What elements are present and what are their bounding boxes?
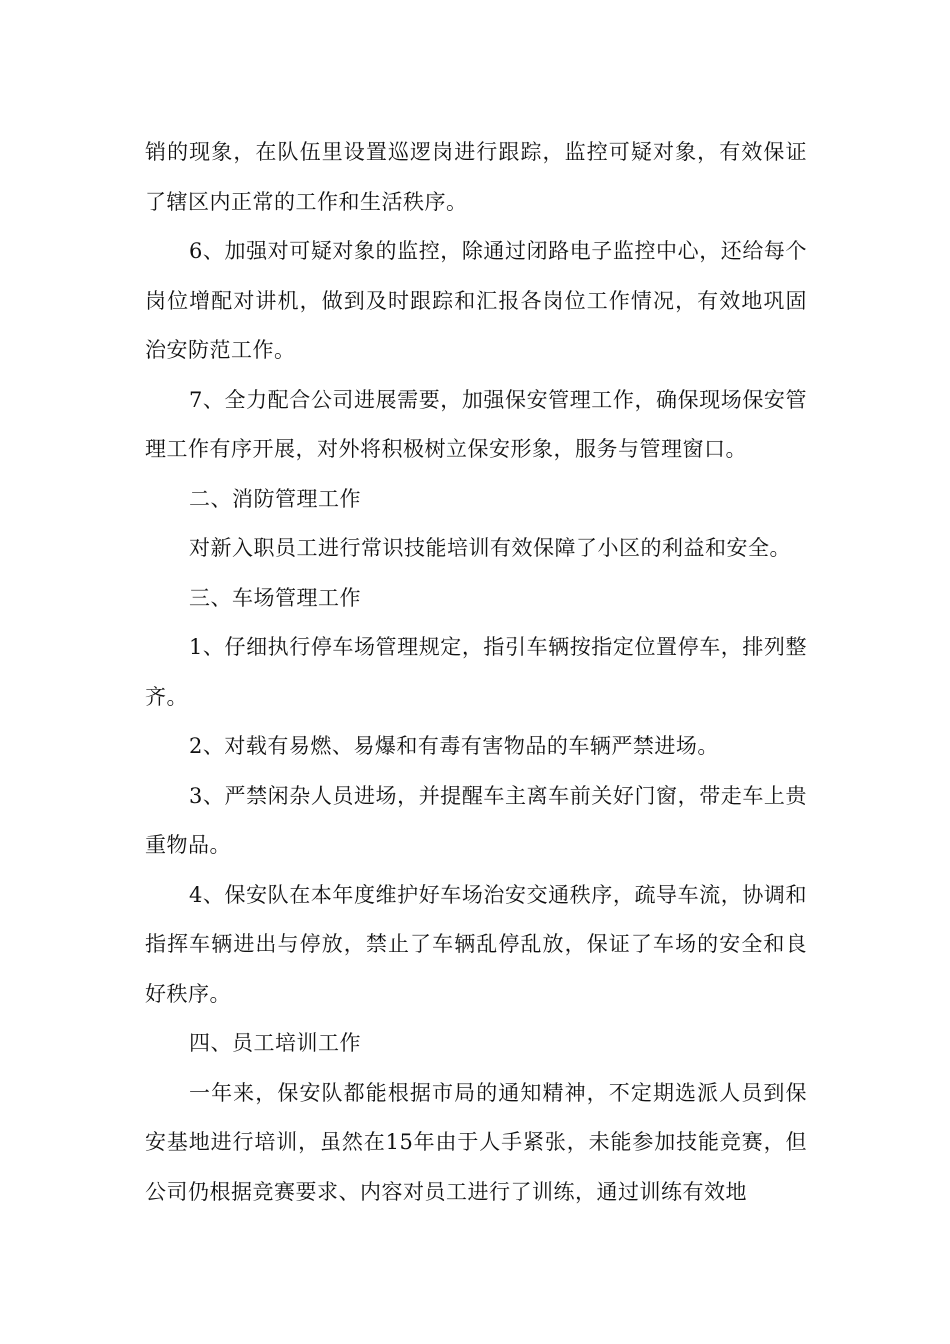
- section-heading-staff-training: 四、员工培训工作: [189, 1031, 361, 1055]
- paragraph-continuation: 销的现象，在队伍里设置巡逻岗进行跟踪，监控可疑对象，有效保证了辖区内正常的工作和生活秩序。: [145, 140, 807, 214]
- paragraph-staff-training: 一年来，保安队都能根据市局的通知精神，不定期选派人员到保安基地进行培训，虽然在15年由于人手紧张，未能参加技能竞赛，但公司仍根据竞赛要求、内容对员工进行了训练，通过训练有效地: [145, 1080, 807, 1204]
- paragraph-parking-1: 1、仔细执行停车场管理规定，指引车辆按指定位置停车，排列整齐。: [145, 635, 807, 709]
- paragraph-parking-2: 2、对载有易燃、易爆和有毒有害物品的车辆严禁进场。: [189, 734, 719, 758]
- paragraph-parking-3: 3、严禁闲杂人员进场，并提醒车主离车前关好门窗，带走车上贵重物品。: [145, 783, 807, 857]
- document-page: [145, 128, 807, 1217]
- paragraph-item-6: 6、加强对可疑对象的监控，除通过闭路电子监控中心，还给每个岗位增配对讲机，做到及时跟踪和汇报各岗位工作情况，有效地巩固治安防范工作。: [145, 239, 807, 362]
- paragraph-item-7: 7、全力配合公司进展需要，加强保安管理工作，确保现场保安管理工作有序开展，对外将积极树立保安形象，服务与管理窗口。: [145, 387, 807, 461]
- section-heading-fire-management: 二、消防管理工作: [189, 486, 361, 511]
- section-heading-parking-management: 三、车场管理工作: [189, 585, 361, 610]
- paragraph-fire-training: 对新入职员工进行常识技能培训有效保障了小区的利益和安全。: [189, 536, 791, 560]
- paragraph-parking-4: 4、保安队在本年度维护好车场治安交通秩序，疏导车流，协调和指挥车辆进出与停放，禁止了车辆乱停乱放，保证了车场的安全和良好秩序。: [145, 882, 807, 1006]
